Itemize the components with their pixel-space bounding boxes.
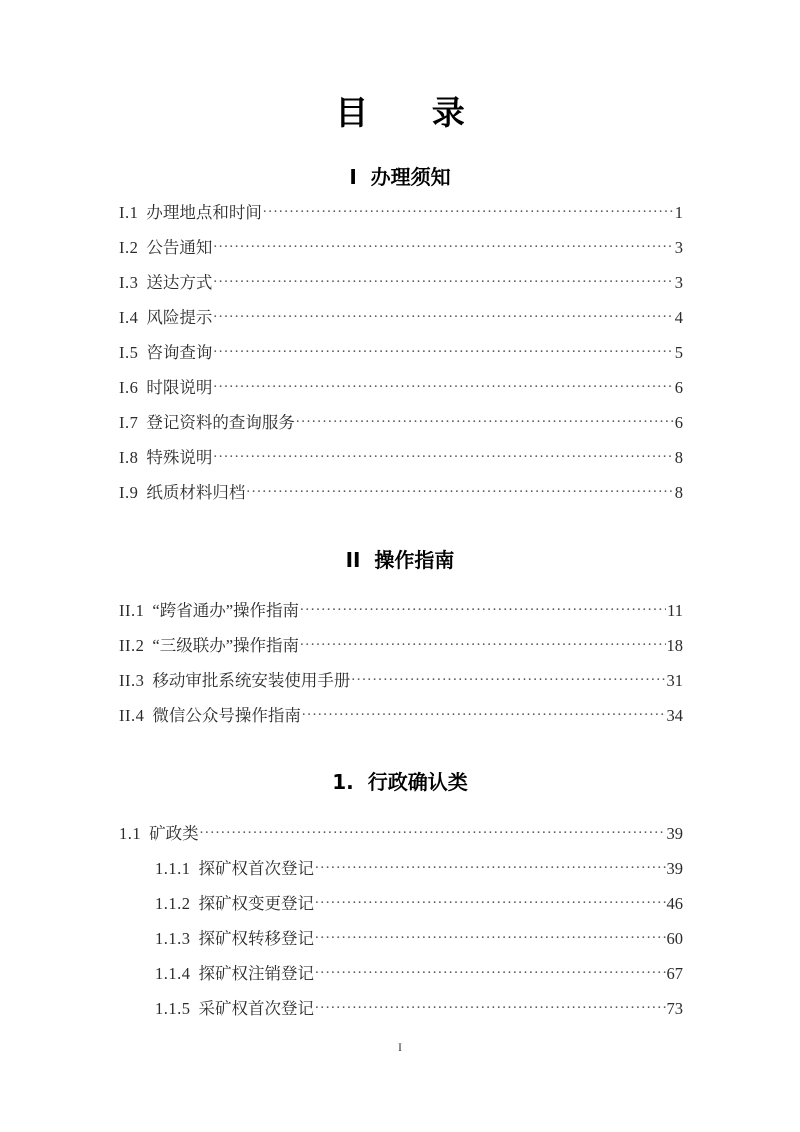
toc-entry[interactable] (155, 858, 683, 880)
toc-entry[interactable] (119, 202, 683, 224)
toc-leader-dots (300, 637, 665, 651)
toc-entry-number: 1.1.3 (155, 929, 191, 948)
toc-entry-page-number: 34 (666, 706, 683, 725)
toc-entry[interactable] (119, 272, 683, 294)
toc-entry-label: 微信公众号操作指南 (152, 706, 301, 725)
toc-entry-page-number: 39 (666, 824, 683, 843)
toc-entry[interactable] (119, 705, 683, 727)
toc-entry[interactable] (119, 237, 683, 259)
toc-entry-page-number: 3 (674, 238, 683, 257)
toc-leader-dots (351, 672, 665, 686)
toc-entry-label: 探矿权变更登记 (198, 894, 314, 913)
toc-entry[interactable] (119, 342, 683, 364)
toc-leader-dots (213, 379, 673, 393)
toc-entry[interactable] (119, 377, 683, 399)
toc-entry-number: I.6 (119, 378, 139, 397)
toc-entry-label: 特殊说明 (146, 448, 213, 467)
toc-entry-page-number: 31 (666, 671, 683, 690)
toc-leader-dots (296, 414, 674, 428)
toc-entry-number: 1.1.4 (155, 964, 191, 983)
toc-entry-page-number: 46 (666, 894, 683, 913)
toc-leader-dots (263, 204, 674, 218)
toc-entry-number: I.1 (119, 203, 139, 222)
toc-entry-label: 探矿权注销登记 (198, 964, 314, 983)
section-heading-3: 1. 行政确认类 (332, 770, 468, 794)
toc-entry-label: 办理地点和时间 (146, 203, 262, 222)
toc-leader-dots (315, 1000, 666, 1014)
toc-entry[interactable] (119, 447, 683, 469)
page-title: 目 录 (335, 93, 491, 132)
footer-page-number: I (398, 1040, 402, 1054)
toc-entry-page-number: 11 (667, 601, 683, 620)
toc-entry-page-number: 6 (674, 378, 683, 397)
toc-entry[interactable] (155, 998, 683, 1020)
toc-leader-dots (213, 449, 673, 463)
toc-entry-page-number: 5 (674, 343, 683, 362)
toc-leader-dots (315, 965, 666, 979)
section-heading-2: II 操作指南 (345, 548, 455, 572)
toc-entry-number: II.1 (119, 601, 145, 620)
toc-entry[interactable] (155, 928, 683, 950)
toc-entry[interactable] (119, 635, 683, 657)
toc-leader-dots (315, 930, 666, 944)
toc-entry-label: 风险提示 (146, 308, 213, 327)
toc-entry-page-number: 60 (666, 929, 683, 948)
toc-leader-dots (213, 274, 673, 288)
toc-entry-number: II.3 (119, 671, 145, 690)
toc-leader-dots (200, 825, 666, 839)
toc-entry[interactable] (119, 412, 683, 434)
toc-entry-label: 登记资料的查询服务 (146, 413, 295, 432)
toc-entry-number: I.9 (119, 483, 139, 502)
toc-leader-dots (213, 344, 673, 358)
toc-leader-dots (246, 484, 673, 498)
toc-entry[interactable] (155, 963, 683, 985)
toc-entry-label: 矿政类 (149, 824, 199, 843)
toc-entry-number: 1.1 (119, 824, 142, 843)
toc-entry-label: 公告通知 (146, 238, 213, 257)
toc-entry-label: “三级联办”操作指南 (152, 636, 300, 655)
toc-leader-dots (213, 309, 673, 323)
toc-entry-label: 时限说明 (146, 378, 213, 397)
toc-entry-label: 纸质材料归档 (146, 483, 246, 502)
toc-entry-label: 探矿权首次登记 (198, 859, 314, 878)
toc-entry-number: I.3 (119, 273, 139, 292)
toc-entry-number: I.7 (119, 413, 139, 432)
section-heading-1: I 办理须知 (349, 165, 451, 189)
toc-leader-dots (302, 707, 666, 721)
toc-leader-dots (315, 895, 666, 909)
toc-entry-number: II.4 (119, 706, 145, 725)
toc-entry-number: I.8 (119, 448, 139, 467)
toc-entry[interactable] (119, 670, 683, 692)
toc-entry-page-number: 3 (674, 273, 683, 292)
toc-entry-page-number: 18 (666, 636, 683, 655)
toc-entry-page-number: 73 (666, 999, 683, 1018)
toc-leader-dots (300, 602, 666, 616)
toc-leader-dots (213, 239, 673, 253)
toc-entry-page-number: 39 (666, 859, 683, 878)
toc-entry-label: 咨询查询 (146, 343, 213, 362)
toc-entry-number: 1.1.1 (155, 859, 191, 878)
toc-entry[interactable] (155, 893, 683, 915)
toc-entry-number: II.2 (119, 636, 145, 655)
toc-entry-label: 移动审批系统安装使用手册 (152, 671, 351, 690)
toc-entry-label: 探矿权转移登记 (198, 929, 314, 948)
toc-entry[interactable] (119, 482, 683, 504)
toc-entry-number: I.5 (119, 343, 139, 362)
toc-entry-number: I.4 (119, 308, 139, 327)
toc-entry-page-number: 6 (674, 413, 683, 432)
toc-entry-number: I.2 (119, 238, 139, 257)
toc-entry-label: “跨省通办”操作指南 (152, 601, 300, 620)
toc-entry-page-number: 8 (674, 483, 683, 502)
toc-entry-number: 1.1.5 (155, 999, 191, 1018)
toc-leader-dots (315, 860, 666, 874)
toc-entry-label: 送达方式 (146, 273, 213, 292)
toc-entry-page-number: 8 (674, 448, 683, 467)
toc-entry-number: 1.1.2 (155, 894, 191, 913)
toc-entry-page-number: 4 (674, 308, 683, 327)
toc-entry-page-number: 1 (674, 203, 683, 222)
toc-entry[interactable] (119, 307, 683, 329)
toc-entry-label: 采矿权首次登记 (198, 999, 314, 1018)
toc-entry[interactable] (119, 600, 683, 622)
toc-entry-page-number: 67 (666, 964, 683, 983)
toc-entry[interactable] (119, 823, 683, 845)
